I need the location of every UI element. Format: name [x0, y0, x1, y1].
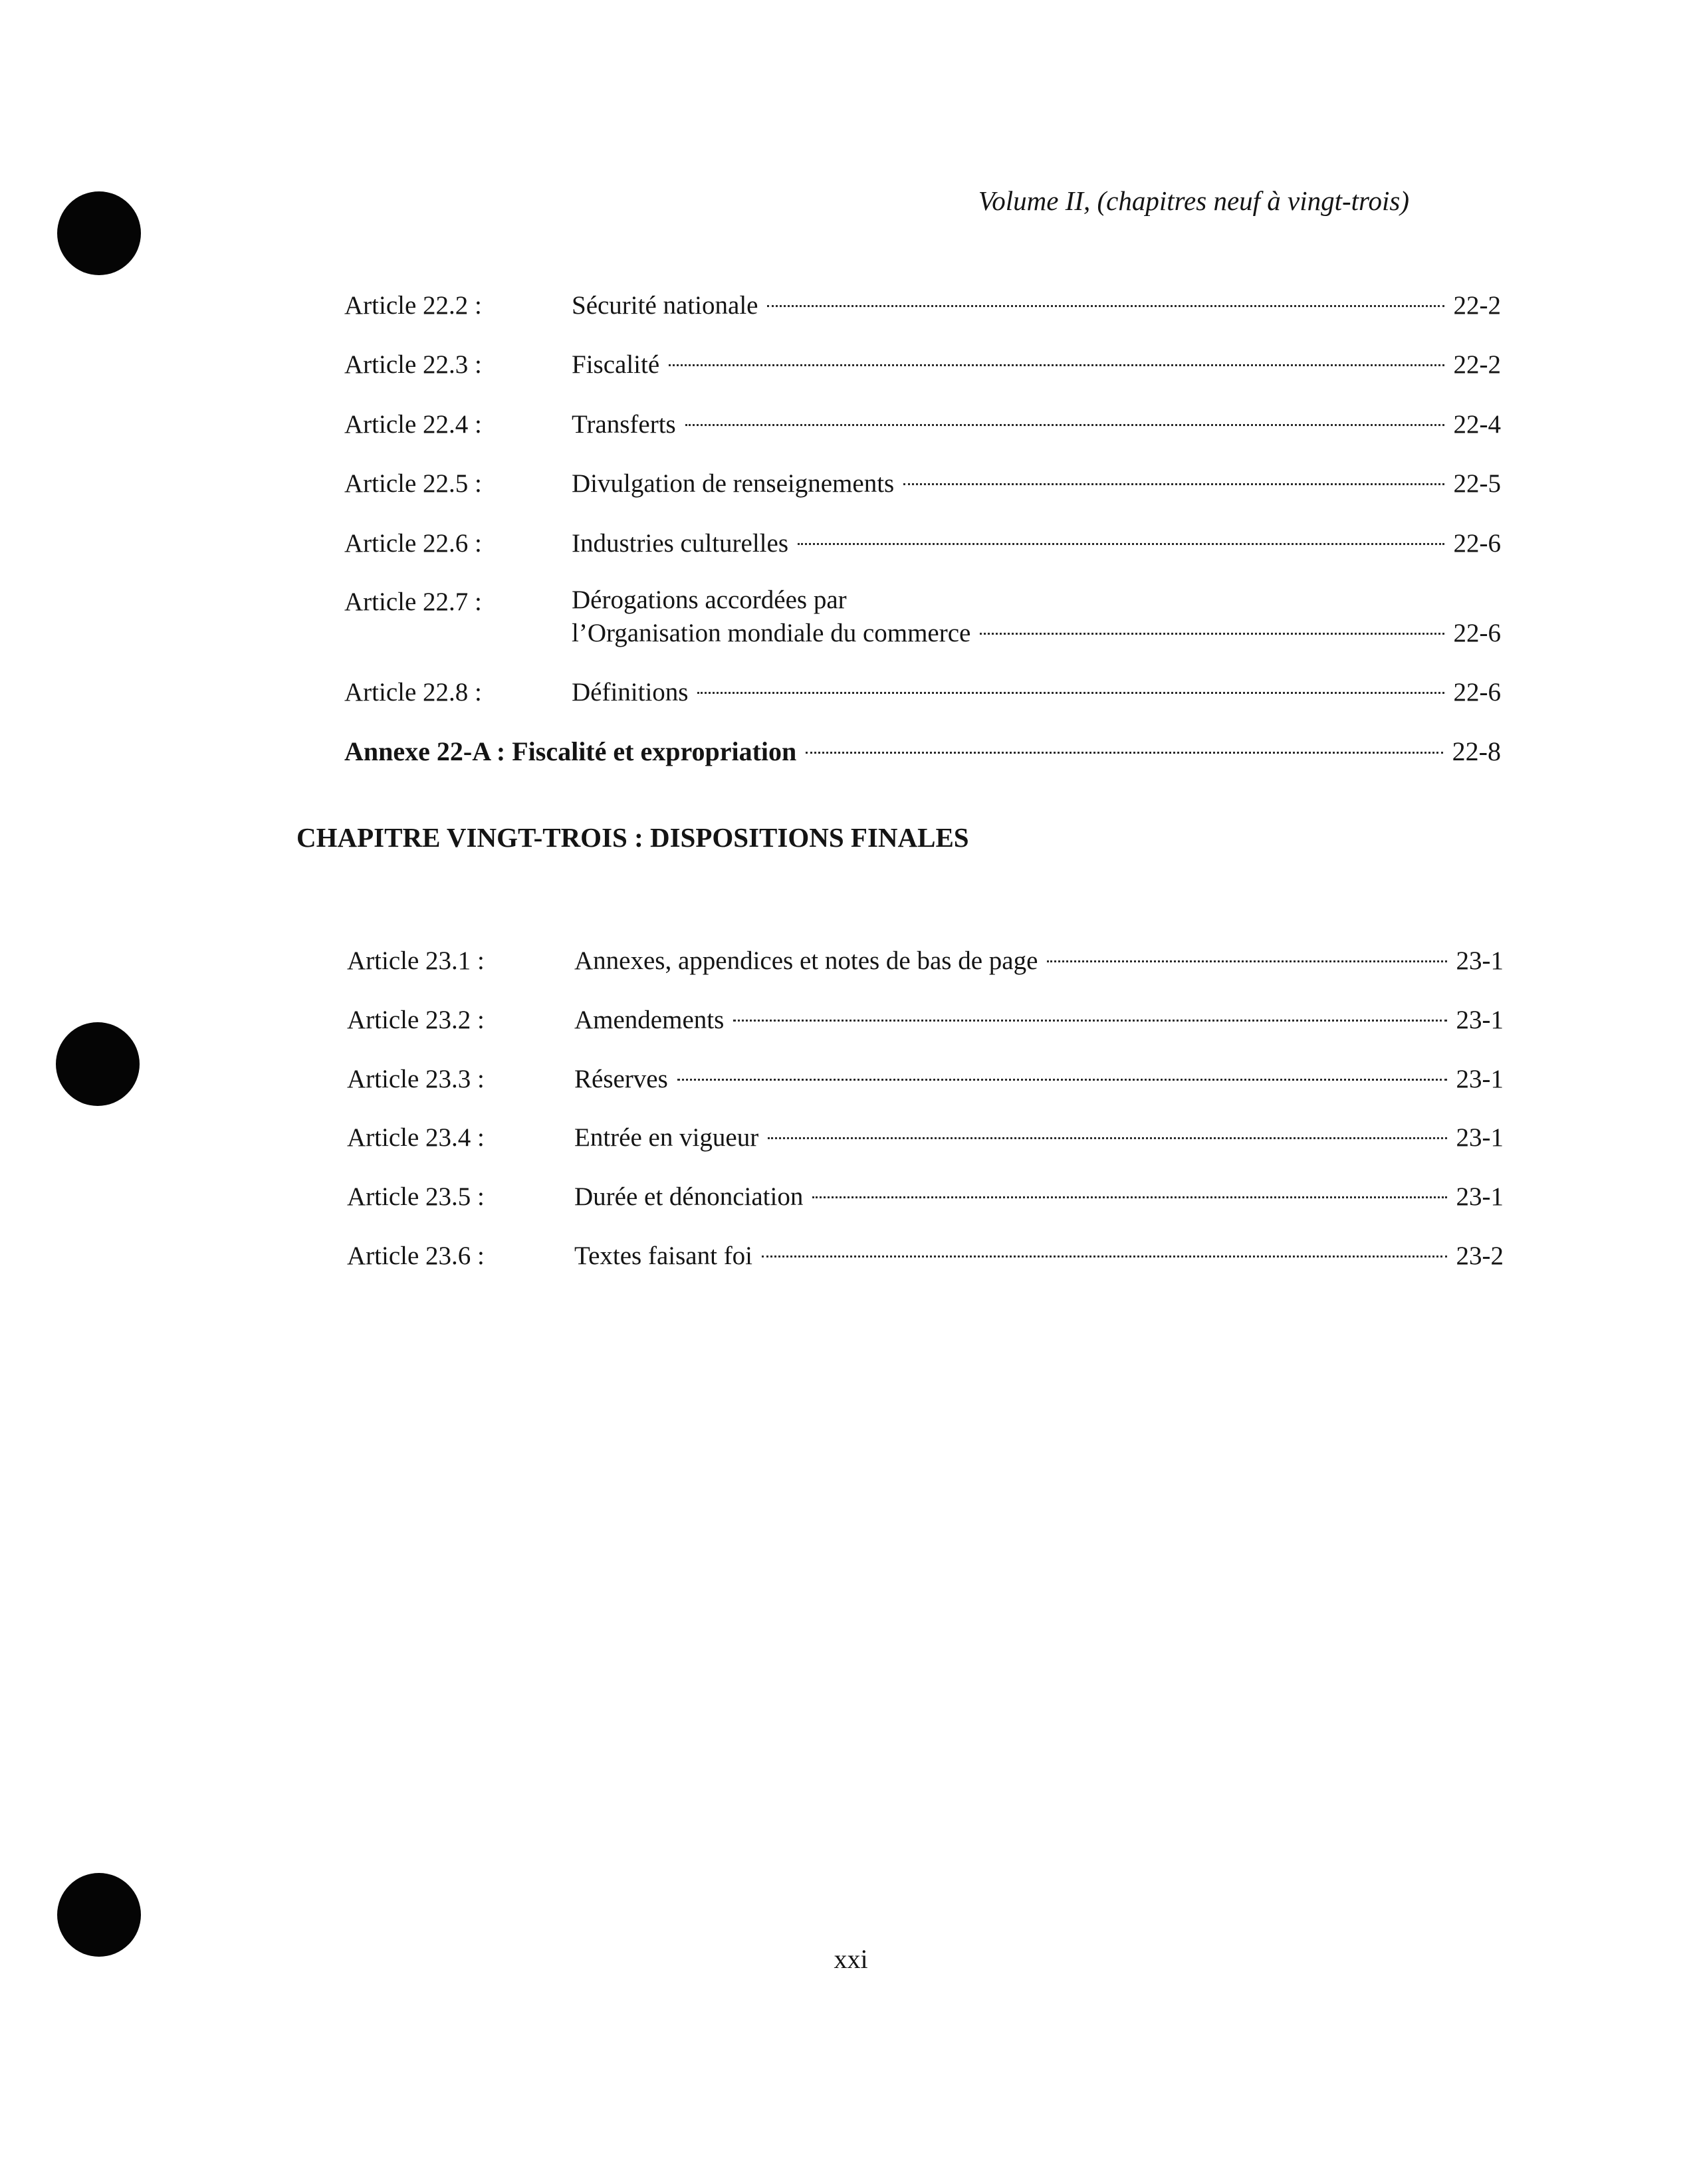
toc-entry-page: 23-1	[1456, 1182, 1504, 1211]
dot-leader	[767, 305, 1444, 307]
toc-entry-label: Article 22.4 :	[344, 410, 482, 439]
toc-entry-page: 23-1	[1456, 946, 1504, 975]
page-number: xxi	[834, 1944, 868, 1974]
toc-entry-page: 23-1	[1456, 1006, 1504, 1034]
toc-entry-multiline[interactable]	[344, 584, 1501, 657]
dot-leader	[812, 1196, 1446, 1198]
dot-leader	[806, 752, 1442, 754]
toc-entry-title: Divulgation de renseignements	[572, 469, 895, 498]
toc-entry-label: Article 22.2 :	[344, 291, 482, 320]
dot-leader	[798, 543, 1444, 545]
dot-leader	[903, 483, 1444, 485]
toc-entry-title: Durée et dénonciation	[574, 1182, 804, 1211]
toc-entry-label: Article 23.6 :	[347, 1242, 485, 1270]
toc-entry-label: Article 23.4 :	[347, 1123, 485, 1152]
toc-entry[interactable]	[344, 525, 1501, 562]
dot-leader	[685, 424, 1444, 426]
punch-hole-bottom	[57, 1873, 141, 1957]
toc-entry-label: Article 22.8 :	[344, 678, 482, 707]
dot-leader	[768, 1137, 1446, 1139]
toc-entry[interactable]	[347, 1178, 1504, 1216]
annex-page: 22-8	[1452, 736, 1501, 766]
dot-leader	[1047, 960, 1446, 962]
toc-entry-page: 22-4	[1453, 410, 1501, 439]
dot-leader	[697, 692, 1444, 694]
annex-title: Annexe 22-A : Fiscalité et expropriation	[344, 736, 797, 766]
toc-entry-page: 23-1	[1456, 1065, 1504, 1093]
dot-leader	[980, 633, 1444, 635]
toc-entry-title: Textes faisant foi	[574, 1242, 753, 1270]
toc-entry-title: Définitions	[572, 678, 689, 707]
toc-entry-label: Article 22.7 :	[344, 588, 482, 616]
toc-entry-title: Annexes, appendices et notes de bas de page	[574, 946, 1038, 975]
toc-entry-label: Article 22.3 :	[344, 350, 482, 379]
toc-entry-label: Article 23.2 :	[347, 1006, 485, 1034]
toc-entry-title: Entrée en vigueur	[574, 1123, 759, 1152]
toc-entry[interactable]	[344, 406, 1501, 443]
toc-entry-title-line2: l’Organisation mondiale du commerce	[572, 619, 971, 647]
toc-entry[interactable]	[347, 942, 1504, 980]
toc-entry-page: 22-2	[1453, 350, 1501, 379]
toc-entry-page: 23-2	[1456, 1242, 1504, 1270]
toc-entry-title: Industries culturelles	[572, 529, 788, 558]
toc-entry-title: Fiscalité	[572, 350, 660, 379]
dot-leader	[762, 1256, 1446, 1257]
toc-entry-label: Article 22.5 :	[344, 469, 482, 498]
toc-entry-page: 22-2	[1453, 291, 1501, 320]
dot-leader	[669, 364, 1444, 366]
toc-entry[interactable]	[347, 1119, 1504, 1156]
toc-entry-label: Article 23.1 :	[347, 946, 485, 975]
toc-entry-label: Article 22.6 :	[344, 529, 482, 558]
dot-leader	[677, 1079, 1447, 1081]
toc-entry[interactable]	[347, 1061, 1504, 1098]
toc-entry[interactable]	[344, 346, 1501, 383]
punch-hole-middle	[56, 1022, 140, 1106]
toc-entry-title: Amendements	[574, 1006, 725, 1034]
toc-entry[interactable]	[347, 1002, 1504, 1039]
toc-entry-page: 22-5	[1453, 469, 1501, 498]
toc-entry[interactable]	[344, 287, 1501, 324]
toc-entry-page: 23-1	[1456, 1123, 1504, 1152]
toc-entry[interactable]	[347, 1238, 1504, 1275]
toc-entry-page: 22-6	[1453, 678, 1501, 707]
toc-entry-page: 22-6	[1453, 529, 1501, 558]
running-header: Volume II, (chapitres neuf à vingt-trois)	[978, 185, 1409, 216]
toc-entry-title-line1: Dérogations accordées par	[572, 586, 847, 614]
chapter-heading: CHAPITRE VINGT-TROIS : DISPOSITIONS FINALES	[296, 822, 969, 853]
dot-leader	[733, 1020, 1446, 1022]
toc-entry-title: Sécurité nationale	[572, 291, 758, 320]
toc-entry[interactable]	[344, 674, 1501, 711]
toc-entry-page: 22-6	[1453, 619, 1501, 647]
toc-entry-title: Transferts	[572, 410, 676, 439]
toc-entry-title: Réserves	[574, 1065, 668, 1093]
toc-entry-label: Article 23.3 :	[347, 1065, 485, 1093]
toc-entry[interactable]	[344, 465, 1501, 502]
punch-hole-top	[57, 191, 141, 275]
toc-annex-entry[interactable]	[344, 733, 1501, 770]
toc-entry-label: Article 23.5 :	[347, 1182, 485, 1211]
